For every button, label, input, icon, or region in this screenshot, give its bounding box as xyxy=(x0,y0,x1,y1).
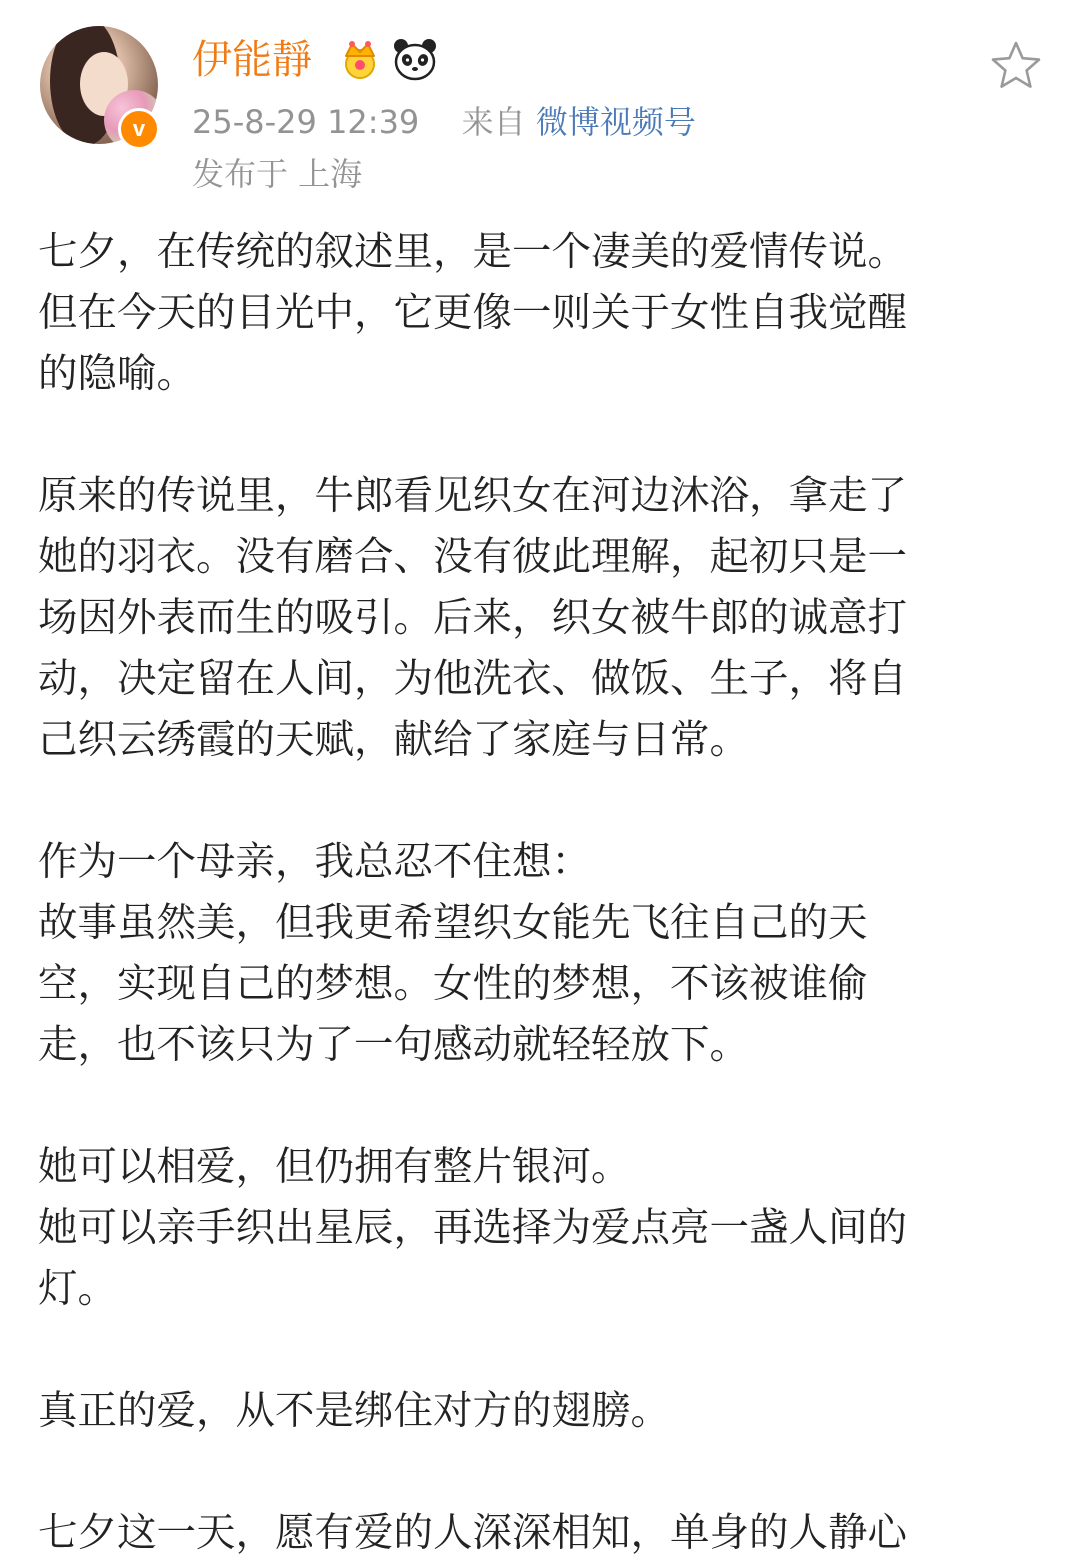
post-text-line: 动，决定留在人间，为他洗衣、做饭、生子，将自 xyxy=(38,656,907,702)
post-text-line: 她可以相爱，但仍拥有整片银河。 xyxy=(38,1144,631,1190)
post-text-line: 己织云绣霞的天赋，献给了家庭与日常。 xyxy=(38,717,749,763)
post-text-line: 故事虽然美，但我更希望织女能先飞往自己的天 xyxy=(38,900,868,946)
post-text-line: 走，也不该只为了一句感动就轻轻放下。 xyxy=(38,1022,749,1068)
post-text-line: 她的羽衣。没有磨合、没有彼此理解，起初只是一 xyxy=(38,534,907,580)
post-text-line: 但在今天的目光中，它更像一则关于女性自我觉醒 xyxy=(38,290,907,336)
post-text-line: 原来的传说里，牛郎看见织女在河边沐浴，拿走了 xyxy=(38,473,907,519)
verified-icon: v xyxy=(118,108,160,150)
post-text-line: 作为一个母亲，我总忍不住想： xyxy=(38,839,591,885)
post-header xyxy=(0,0,1080,210)
post-text-line: 场因外表而生的吸引。后来，织女被牛郎的诚意打 xyxy=(38,595,907,641)
post-text-line: 七夕这一天，愿有爱的人深深相知，单身的人静心 xyxy=(38,1510,907,1556)
paragraph-gap xyxy=(38,771,1038,832)
paragraph-gap xyxy=(38,1442,1038,1503)
post-body xyxy=(38,222,1038,1564)
paragraph-gap xyxy=(38,405,1038,466)
paragraph-gap xyxy=(38,1076,1038,1137)
post-text-line: 真正的爱，从不是绑住对方的翅膀。 xyxy=(38,1388,670,1434)
paragraph-gap xyxy=(38,1320,1038,1381)
post-timestamp: 25-8-29 12:39 xyxy=(192,103,420,141)
source-link[interactable]: 微博视频号 xyxy=(535,103,696,141)
post-text-line: 七夕，在传统的叙述里，是一个凄美的爱情传说。 xyxy=(38,229,907,275)
post-text-line: 空，实现自己的梦想。女性的梦想，不该被谁偷 xyxy=(38,961,868,1007)
crown-badge-icon xyxy=(338,38,382,80)
post-text-line: 她可以亲手织出星辰，再选择为爱点亮一盏人间的 xyxy=(38,1205,907,1251)
post-text-line: 的隐喻。 xyxy=(38,351,196,397)
post-meta xyxy=(192,100,696,144)
source-prefix: 来自 xyxy=(461,103,526,141)
author-name[interactable]: 伊能靜 xyxy=(192,37,312,83)
star-outline-icon[interactable] xyxy=(990,40,1042,90)
post-text-line: 灯。 xyxy=(38,1266,117,1312)
panda-icon xyxy=(392,36,438,82)
post-location: 发布于 上海 xyxy=(192,155,363,193)
